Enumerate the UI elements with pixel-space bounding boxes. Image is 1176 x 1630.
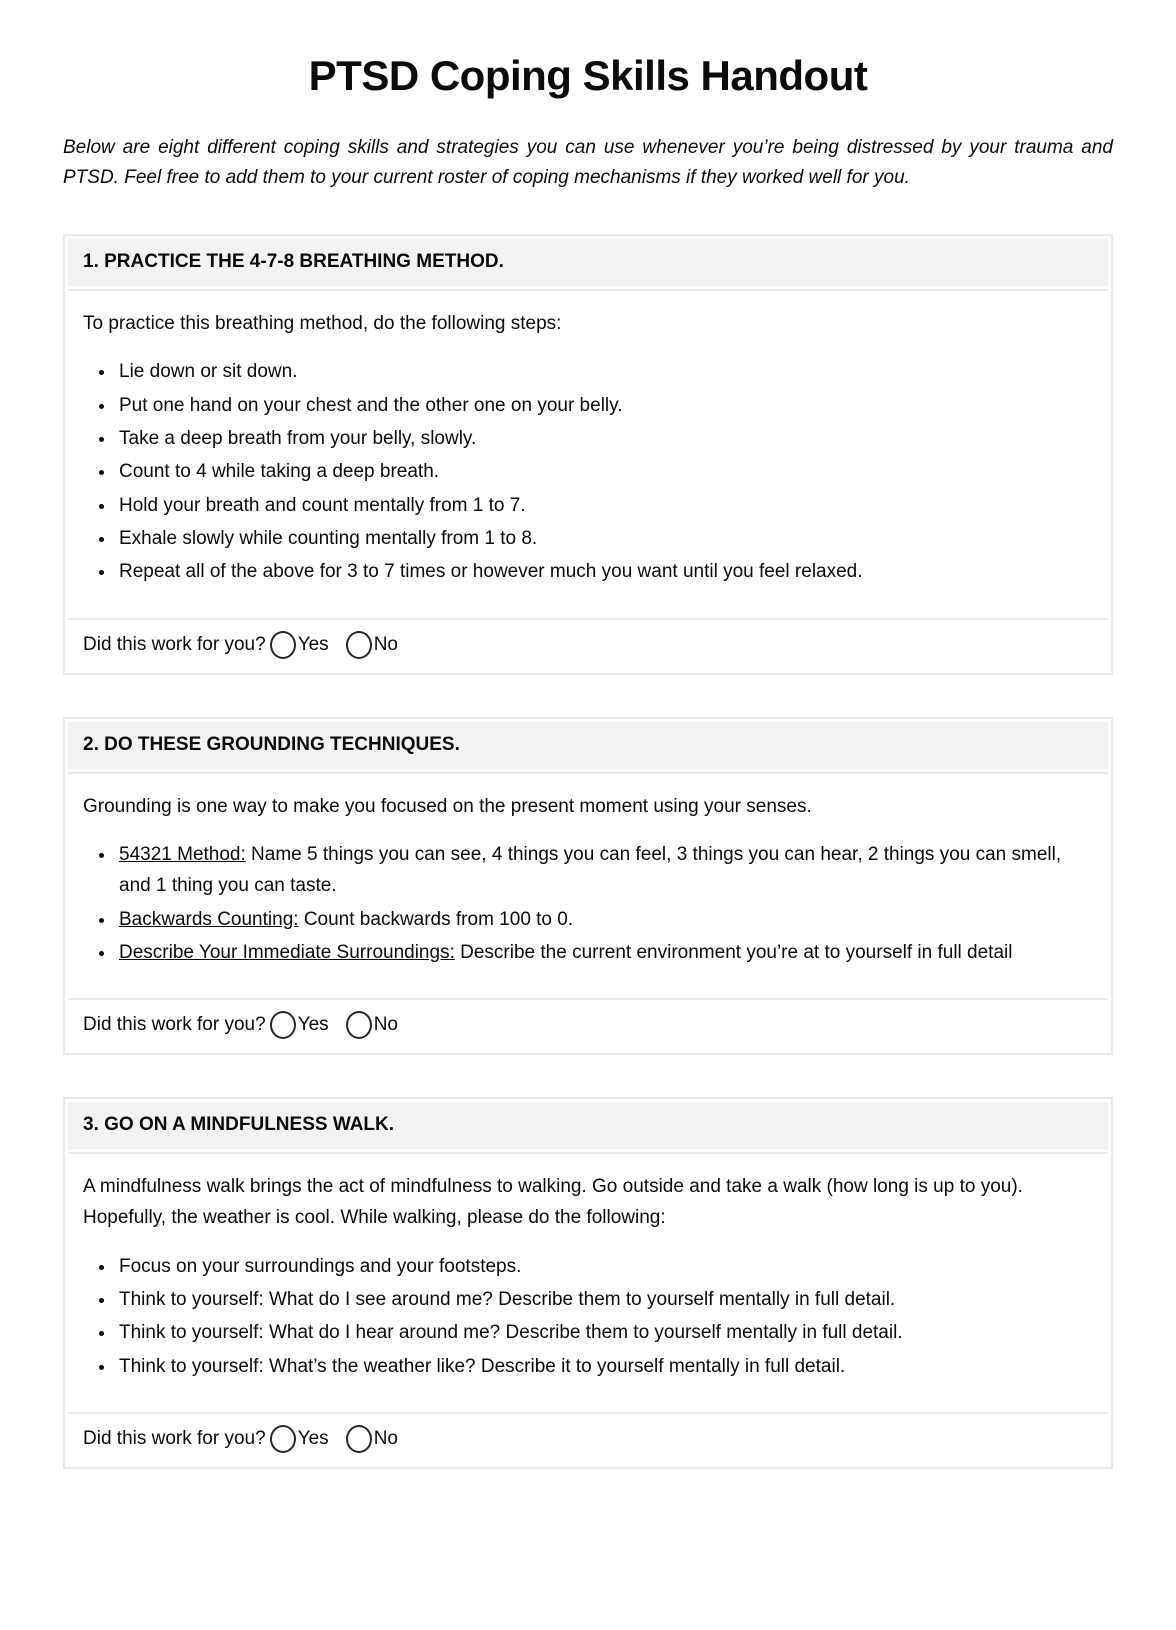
section-2-list [83,839,1093,968]
list-item-text: Think to yourself: What do I see around me? Describe them to yourself mentally in full detail. [119,1289,896,1311]
list-item-text: Think to yourself: What do I hear around me? Describe them to yourself mentally in full detail. [119,1322,903,1344]
section-2-grounding-panel [63,717,1113,1056]
section-3-mindfulness-walk-panel [63,1097,1113,1469]
list-item-text: Take a deep breath from your belly, slowly. [119,428,477,449]
list-item-text: Exhale slowly while counting mentally from 1 to 8. [119,528,538,550]
section-1-yes-radio[interactable] [270,631,296,659]
list-item [116,556,1093,587]
list-item [116,1251,1093,1282]
section-1-breathing-panel [63,234,1113,675]
section-1-did-this-work-row [68,618,1108,670]
list-item [116,423,1093,454]
section-3-body [68,1152,1108,1409]
section-1-no-radio[interactable] [346,631,372,659]
list-item [116,356,1093,387]
section-2-no-radio[interactable] [346,1011,372,1039]
no-label: No [373,633,398,655]
list-item-text: Focus on your surroundings and your footsteps. [119,1255,522,1277]
list-item [116,456,1093,487]
list-item [116,523,1093,554]
section-1-list [83,356,1093,587]
did-this-work-label: Did this work for you? [83,633,266,655]
list-item-text: Count to 4 while taking a deep breath. [119,461,440,483]
list-item-text: Count backwards from 100 to 0. [298,908,574,930]
section-3-no-radio[interactable] [346,1425,372,1453]
page-title: PTSD Coping Skills Handout [308,52,868,99]
list-item-text: Lie down or sit down. [119,361,298,383]
list-item-term: Describe Your Immediate Surroundings: [119,941,455,963]
list-item-text: Repeat all of the above for 3 to 7 times or however much you want until you feel relaxed. [119,561,863,583]
section-2-did-this-work-row [68,998,1108,1050]
list-item [116,839,1093,902]
section-2-body [68,772,1108,996]
section-2-yes-radio[interactable] [270,1011,296,1039]
yes-label: Yes [297,1014,329,1036]
intro-paragraph: Below are eight different coping skills and strategies you can use whenever you’re being distressed by your trauma and PTSD. Feel free to add them to your current roster of coping mechanisms if they worked well for you. [63,137,1113,188]
list-item [116,390,1093,421]
section-1-body [68,289,1108,615]
section-3-list [83,1251,1093,1382]
section-3-did-this-work-row [68,1412,1108,1464]
yes-label: Yes [297,1428,329,1450]
section-1-heading: 1. PRACTICE THE 4-7-8 BREATHING METHOD. [68,239,1108,286]
list-item [116,490,1093,521]
list-item-term: Backwards Counting: [119,908,299,930]
section-3-description: A mindfulness walk brings the act of mindfulness to walking. Go outside and take a walk (how long is up to you). Hopefully, the weather is cool. While walking, please do the following: [83,1176,1023,1229]
section-2-heading: 2. DO THESE GROUNDING TECHNIQUES. [68,722,1108,769]
did-this-work-label: Did this work for you? [83,1014,266,1036]
no-label: No [373,1014,398,1036]
section-3-yes-radio[interactable] [270,1425,296,1453]
list-item [116,904,1093,935]
list-item-term: 54321 Method: [119,843,246,865]
list-item-text: Put one hand on your chest and the other one on your belly. [119,394,623,416]
section-1-description: To practice this breathing method, do the following steps: [83,312,562,334]
list-item [116,1351,1093,1382]
section-2-description: Grounding is one way to make you focused on the present moment using your senses. [83,795,812,817]
list-item [116,1284,1093,1315]
no-label: No [373,1428,398,1450]
list-item-text: Think to yourself: What’s the weather like? Describe it to yourself mentally in full detail. [119,1355,846,1377]
did-this-work-label: Did this work for you? [83,1428,266,1450]
section-3-heading: 3. GO ON A MINDFULNESS WALK. [68,1102,1108,1149]
yes-label: Yes [297,633,329,655]
list-item [116,1317,1093,1348]
list-item-text: Hold your breath and count mentally from 1 to 7. [119,494,526,516]
list-item-text: Name 5 things you can see, 4 things you can feel, 3 things you can hear, 2 things you can smell, and 1 thing you can taste. [119,843,1062,897]
list-item-text: Describe the current environment you’re at to yourself in full detail [454,941,1013,963]
list-item [116,937,1093,968]
